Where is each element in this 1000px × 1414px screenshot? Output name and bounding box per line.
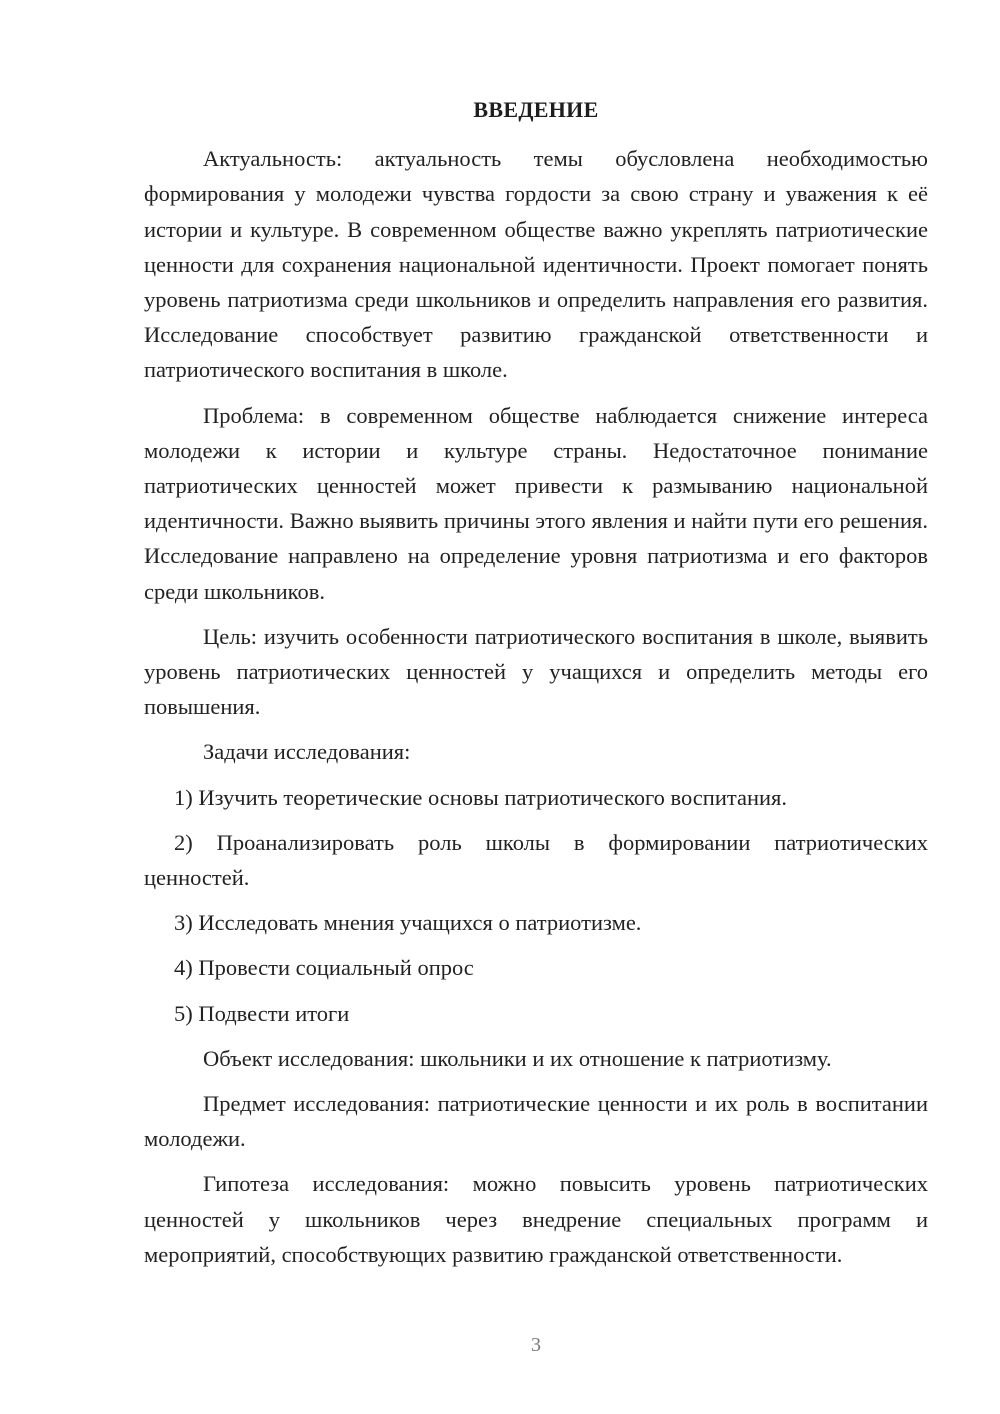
tasks-heading: Задачи исследования:	[203, 739, 411, 765]
task-item-2: 2) Проанализировать роль школы в формировании патриотических ценностей.	[144, 829, 928, 891]
task-item-1: 1) Изучить теоретические основы патриотического воспитания.	[174, 784, 788, 810]
page-body	[144, 92, 928, 1282]
page-title: ВВЕДЕНИЕ	[473, 97, 599, 122]
goal-paragraph: Цель: изучить особенности патриотического воспитания в школе, выявить уровень патриотических ценностей у учащихся и определить методы его повышения.	[144, 623, 928, 720]
object-paragraph: Объект исследования: школьники и их отношение к патриотизму.	[203, 1045, 832, 1071]
subject-paragraph: Предмет исследования: патриотические ценности и их роль в воспитании молодежи.	[144, 1091, 928, 1152]
page-number: 3	[531, 1334, 541, 1356]
task-item-4: 4) Провести социальный опрос	[174, 955, 474, 981]
relevance-paragraph: Актуальность: актуальность темы обусловлена необходимостью формирования у молодежи чувства гордости за свою страну и уважения к её истории и культуре. В современном обществе важно укреплять патриотические ценности для сохранения национальной идентичности. Проект помогает понять уровень патриотизма среди школьников и определить направления его развития. Исследование способствует развитию гражданской ответственности и патриотического воспитания в школе.	[144, 146, 928, 383]
problem-paragraph: Проблема: в современном обществе наблюдается снижение интереса молодежи к истории и культуре страны. Недостаточное понимание патриотических ценностей может привести к размыванию национальной идентичности. Важно выявить причины этого явления и найти пути его решения. Исследование направлено на определение уровня патриотизма и его факторов среди школьников.	[144, 402, 928, 604]
hypothesis-paragraph: Гипотеза исследования: можно повысить уровень патриотических ценностей у школьников через внедрение специальных программ и мероприятий, способствующих развитию гражданской ответственности.	[144, 1171, 928, 1267]
task-item-5: 5) Подвести итоги	[174, 1000, 350, 1026]
task-item-3: 3) Исследовать мнения учащихся о патриотизме.	[174, 910, 642, 936]
